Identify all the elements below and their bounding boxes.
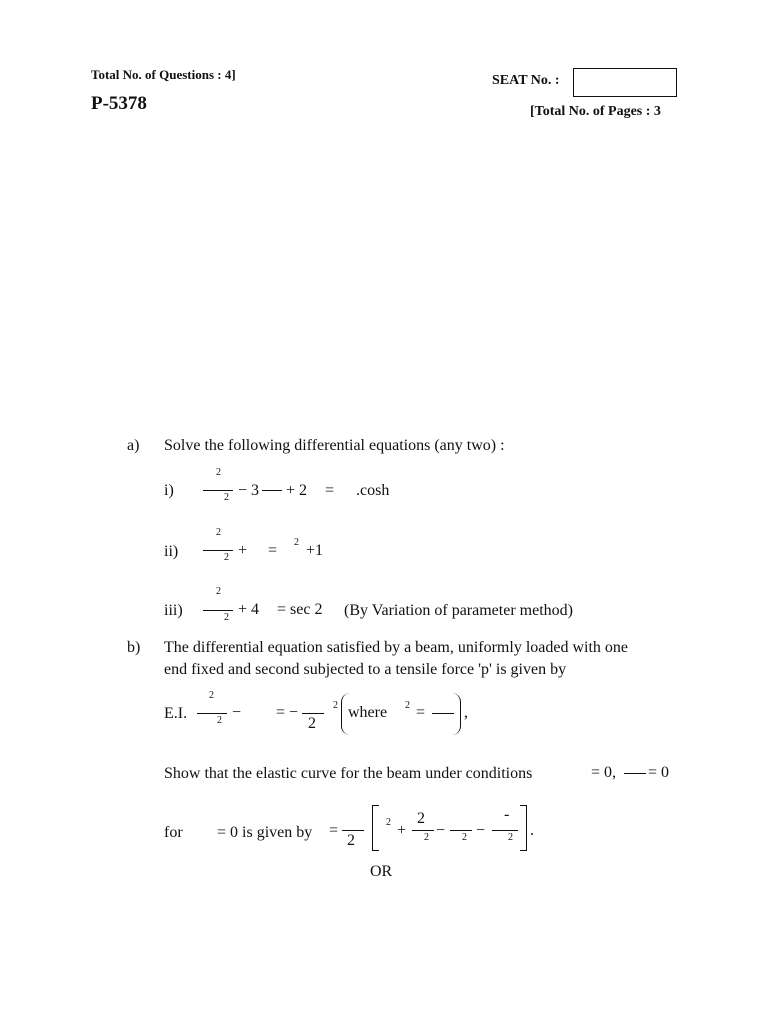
- for-text: for: [164, 824, 183, 841]
- beam-eq-minus: −: [232, 704, 242, 721]
- item-i-frac-line-2: [262, 490, 282, 491]
- beam-eq-denom: 2: [308, 715, 316, 732]
- beam-eq-sub: 2: [217, 715, 222, 726]
- result-minus2: −: [476, 822, 486, 839]
- item-iii-term-a: + 4: [238, 601, 260, 618]
- item-i-sub: 2: [224, 492, 229, 503]
- paper-code: P-5378: [91, 93, 147, 114]
- result-left-bracket: [372, 805, 379, 851]
- beam-eq-prefix: E.I.: [164, 705, 188, 722]
- seat-number-box[interactable]: [573, 68, 677, 97]
- item-i-frac-line: [203, 490, 233, 491]
- beam-eq-where-equals: =: [416, 704, 426, 721]
- seat-label: SEAT No. :: [492, 73, 560, 88]
- or-divider: OR: [370, 863, 393, 880]
- beam-eq-where-frac-line: [432, 713, 454, 714]
- item-ii-sub: 2: [224, 552, 229, 563]
- result-sup: 2: [386, 817, 391, 828]
- beam-eq-where-sup: 2: [405, 700, 410, 711]
- result-minus1: −: [436, 822, 446, 839]
- item-ii-sup: 2: [216, 527, 221, 538]
- result-num2: 2: [417, 810, 425, 827]
- item-ii-equals: =: [268, 542, 278, 559]
- result-num4: -: [504, 806, 510, 823]
- result-denom: 2: [347, 832, 355, 849]
- result-plus: +: [397, 822, 407, 839]
- part-b-label: b): [127, 639, 141, 656]
- result-sub4: 2: [508, 832, 513, 843]
- item-ii-term-a: +: [238, 542, 248, 559]
- condition-2-frac-line: [624, 773, 646, 774]
- part-a-instruction: Solve the following differential equations (any two) :: [164, 437, 505, 454]
- beam-eq-frac-line: [197, 713, 227, 714]
- part-b-line2: end fixed and second subjected to a tensile force 'p' is given by: [164, 661, 567, 678]
- beam-eq-end: ,: [464, 704, 468, 721]
- condition-1: = 0,: [591, 764, 617, 781]
- item-iii-equals: = sec 2: [277, 601, 323, 618]
- result-equals: =: [329, 822, 339, 839]
- item-ii-sup2: 2: [294, 537, 299, 548]
- item-i-term-a: − 3: [238, 482, 260, 499]
- beam-eq-where: where: [348, 704, 388, 721]
- beam-eq-equals: = −: [276, 704, 299, 721]
- beam-eq-sup-b: 2: [333, 700, 338, 711]
- result-right-bracket: [520, 805, 527, 851]
- item-ii-tail: +1: [306, 542, 324, 559]
- item-iii-sub: 2: [224, 612, 229, 623]
- total-pages: [Total No. of Pages : 3: [530, 104, 661, 119]
- item-i-equals: =: [325, 482, 335, 499]
- condition-2: = 0: [648, 764, 670, 781]
- item-i-label: i): [164, 482, 174, 499]
- item-i-term-b: + 2: [286, 482, 308, 499]
- result-sub2: 2: [424, 832, 429, 843]
- result-frac-line-2: [412, 830, 434, 831]
- beam-eq-frac-line-2: [302, 713, 324, 714]
- total-questions: Total No. of Questions : 4]: [91, 67, 236, 82]
- part-a-label: a): [127, 437, 140, 454]
- item-iii-label: iii): [164, 602, 183, 619]
- item-i-sup: 2: [216, 467, 221, 478]
- item-ii-label: ii): [164, 543, 179, 560]
- result-end: .: [530, 822, 534, 839]
- item-iii-sup: 2: [216, 586, 221, 597]
- item-iii-note: (By Variation of parameter method): [344, 602, 573, 619]
- result-frac-line-4: [492, 830, 518, 831]
- show-line: Show that the elastic curve for the beam under conditions: [164, 765, 533, 782]
- item-i-tail: .cosh: [356, 482, 390, 499]
- result-sub3: 2: [462, 832, 467, 843]
- item-iii-frac-line: [203, 610, 233, 611]
- result-frac-line: [342, 830, 364, 831]
- result-frac-line-3: [450, 830, 472, 831]
- item-ii-frac-line: [203, 550, 233, 551]
- for-condition: = 0 is given by: [217, 824, 313, 841]
- beam-eq-right-paren: [452, 693, 461, 735]
- beam-eq-sup: 2: [209, 690, 214, 701]
- part-b-line1: The differential equation satisfied by a beam, uniformly loaded with one: [164, 639, 629, 656]
